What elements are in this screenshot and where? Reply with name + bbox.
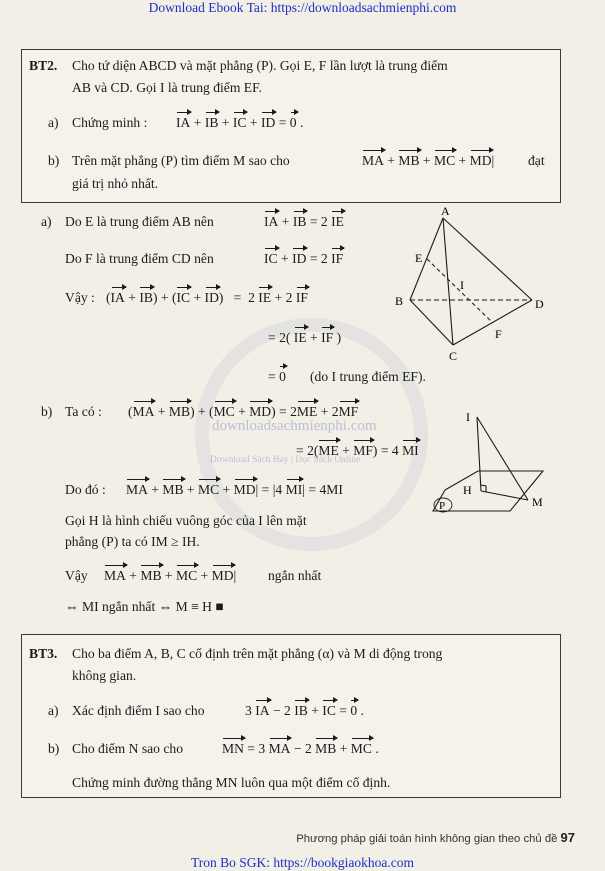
bt2-a-label: a) xyxy=(48,115,59,130)
sol-a-label: a) xyxy=(41,214,52,229)
sol-b4-line1: Gọi H là hình chiếu vuông góc của I lên mặt xyxy=(65,513,307,528)
bt2-label: BT2. xyxy=(29,58,58,73)
plane-P xyxy=(433,471,543,511)
sol-b6-text: ⇔ MI ngắn nhất ⇔ M ≡ H ■ xyxy=(65,599,224,614)
bt2-b-formula: MA + MB + MC + MD| xyxy=(362,153,495,168)
bt2-a-text: Chứng minh : xyxy=(72,115,148,130)
sol-b4-line2: phẳng (P) ta có IM ≥ IH. xyxy=(65,534,200,549)
tetra-label-D: D xyxy=(535,297,544,311)
sol-a1-formula: IA + IB = 2 IE xyxy=(264,214,344,229)
sol-a4-formula: = 2( IE + IF ) xyxy=(268,330,342,345)
bt3-b-text: Cho điểm N sao cho xyxy=(72,741,184,756)
tetra-label-E: E xyxy=(415,251,423,265)
bt2-b-label: b) xyxy=(48,153,60,168)
bt3-a-text: Xác định điểm I sao cho xyxy=(72,703,205,718)
bt2-statement-line1: Cho tứ diện ABCD và mặt phẳng (P). Gọi E, F lần lượt là trung điểm xyxy=(72,58,448,73)
page-number: 97 xyxy=(560,830,575,845)
sol-b5-formula: MA + MB + MC + MD| xyxy=(104,568,237,583)
bt3-c-text: Chứng minh đường thẳng MN luôn qua một điểm cố định. xyxy=(72,775,391,790)
bt2-b-text: Trên mặt phẳng (P) tìm điểm M sao cho xyxy=(72,153,290,168)
sol-a3-text: Vậy : xyxy=(65,290,95,305)
fig2-label-I: I xyxy=(466,410,470,424)
projection-figure xyxy=(425,405,565,523)
edge-BC xyxy=(410,300,453,345)
bt2-a-formula: IA + IB + IC + ID = 0 . xyxy=(176,115,304,130)
page-footer xyxy=(296,830,575,845)
tetra-label-C: C xyxy=(449,349,458,363)
watermark-site: downloadsachmienphi.com xyxy=(212,418,377,434)
sol-b3-text: Do đó : xyxy=(65,482,106,497)
bt3-statement-line1: Cho ba điểm A, B, C cố định trên mặt phẳng (α) và M di động trong xyxy=(72,646,443,661)
bt3-b-label: b) xyxy=(48,741,60,756)
edge-AD xyxy=(443,218,532,300)
sol-b1-formula: (MA + MB) + (MC + MD) = 2ME + 2MF xyxy=(128,404,359,419)
sol-a1-text: Do E là trung điểm AB nên xyxy=(65,214,214,229)
bt3-b-formula: MN = 3 MA − 2 MB + MC . xyxy=(222,741,379,756)
tetrahedron-figure xyxy=(385,200,555,368)
header-download-link[interactable]: Download Ebook Tai: https://downloadsachmienphi.com xyxy=(148,0,457,15)
sol-a3-formula: (IA + IB) + (IC + ID) = 2 IE + 2 IF xyxy=(106,290,308,305)
tetra-label-A: A xyxy=(441,204,450,218)
sol-a2-formula: IC + ID = 2 IF xyxy=(264,251,344,266)
sol-a5-note: (do I trung điểm EF). xyxy=(310,369,426,384)
bt2-statement-line2: AB và CD. Gọi I là trung điểm EF. xyxy=(72,80,262,95)
bt2-b-tail: đạt xyxy=(528,153,545,168)
sol-a5-formula: = 0 xyxy=(268,369,286,384)
tetra-label-I: I xyxy=(460,278,464,292)
fig2-label-H: H xyxy=(463,483,472,497)
fig2-label-M: M xyxy=(532,495,543,509)
bt3-statement-line2: không gian. xyxy=(72,668,137,683)
sol-b3-formula: MA + MB + MC + MD| = |4 MI| = 4MI xyxy=(126,482,343,497)
sol-b1-text: Ta có : xyxy=(65,404,102,419)
sol-b5-tail: ngắn nhất xyxy=(268,568,322,583)
bt3-label: BT3. xyxy=(29,646,58,661)
tetra-label-B: B xyxy=(395,294,404,308)
segment-HM xyxy=(481,491,528,500)
footer-book-title: Phương pháp giải toán hình không gian theo chủ đề xyxy=(296,833,558,845)
bt2-b-line2: giá trị nhỏ nhất. xyxy=(72,176,159,191)
bt3-a-label: a) xyxy=(48,703,59,718)
sol-a2-text: Do F là trung điểm CD nên xyxy=(65,251,214,266)
edge-AC xyxy=(443,218,453,345)
segment-IM xyxy=(477,417,528,500)
sol-b2-formula: = 2(ME + MF) = 4 MI xyxy=(296,443,419,458)
sol-b-label: b) xyxy=(41,404,53,419)
fig2-label-P: P xyxy=(439,500,446,512)
bt3-a-formula: 3 IA − 2 IB + IC = 0 . xyxy=(245,703,364,718)
watermark-tagline: Download Sách Hay | Đọc Sách Online xyxy=(210,455,361,465)
tetra-label-F: F xyxy=(495,327,502,341)
segment-IH xyxy=(477,417,481,491)
sol-b5-text: Vậy xyxy=(65,568,88,583)
footer-sgk-link[interactable]: Tron Bo SGK: https://bookgiaokhoa.com xyxy=(190,855,414,870)
